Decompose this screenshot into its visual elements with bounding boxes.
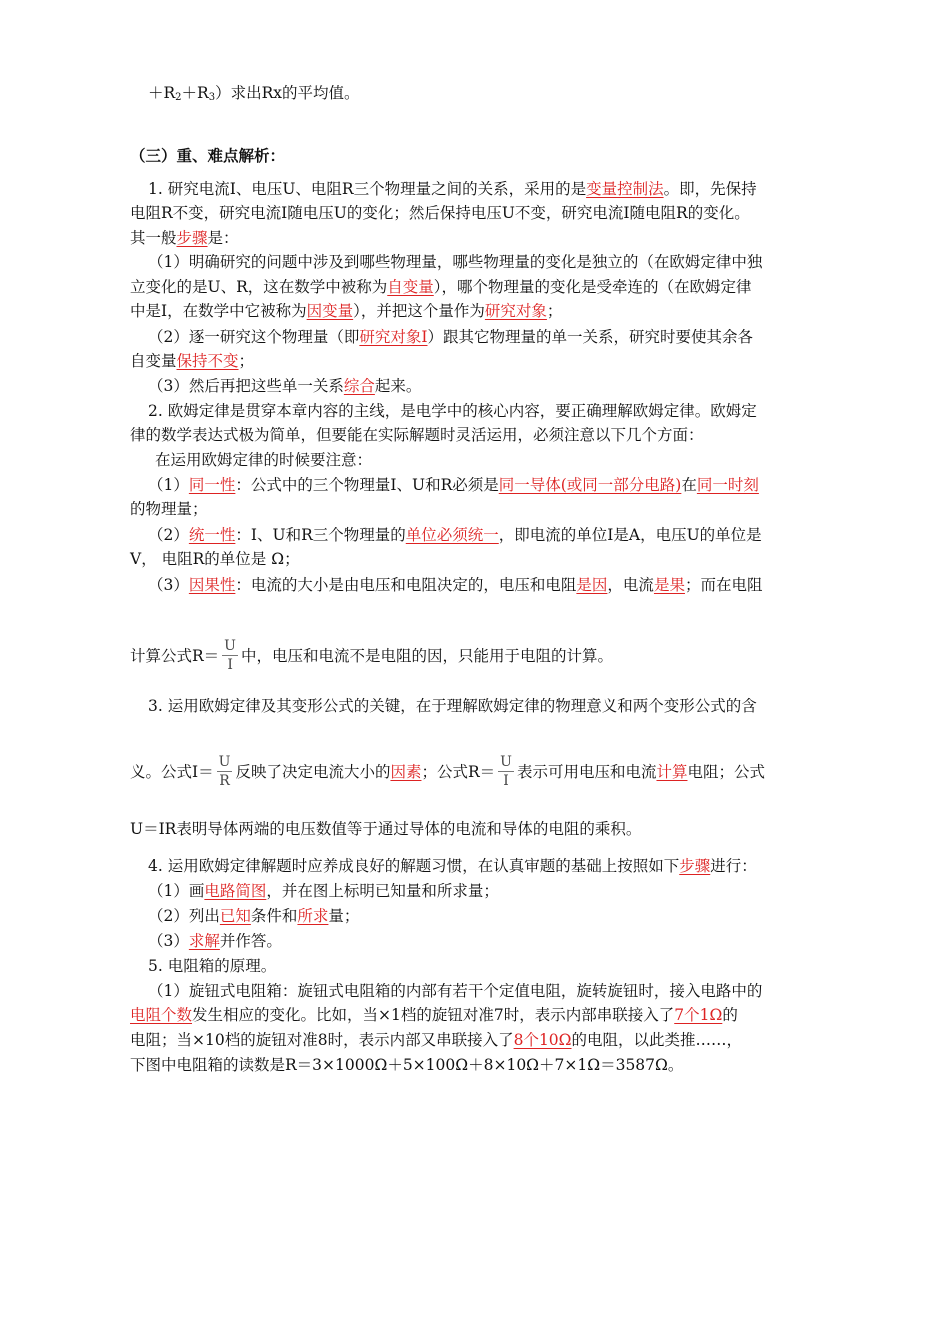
highlight: 因素 xyxy=(390,763,422,781)
highlight: 研究对象 xyxy=(484,302,547,320)
highlight: 因果性 xyxy=(188,576,236,594)
highlight: 电阻个数 xyxy=(130,1006,193,1024)
highlight: 电路简图 xyxy=(204,882,267,900)
fraction: $\frac{U}{I}$ xyxy=(500,753,512,789)
text-line: 立变化的是U、R，这在数学中被称为自变量），哪个物理量的变化是受牵连的（在欧姆定律 xyxy=(130,278,752,296)
text-line: （2）列出已知条件和所求量； xyxy=(148,907,360,925)
text-line: （3）然后再把这些单一关系综合起来。 xyxy=(148,377,422,395)
highlight: 已知 xyxy=(219,907,251,925)
text-line: 电阻个数发生相应的变化。比如，当×1档的旋钮对准7时，表示内部串联接入了7个1Ω的 xyxy=(130,1006,738,1024)
text-line: 1. 研究电流I、电压U、电阻R三个物理量之间的关系，采用的是变量控制法。即，先保持 xyxy=(148,180,757,198)
text-line: U＝IR表明导体两端的电压数值等于通过导体的电流和导体的电阻的乘积。 xyxy=(130,820,642,838)
text-line: 律的数学表达式极为简单，但要能在实际解题时灵活运用，必须注意以下几个方面： xyxy=(130,426,704,444)
highlight: 求解 xyxy=(188,932,220,950)
text-line: 2. 欧姆定律是贯穿本章内容的主线，是电学中的核心内容，要正确理解欧姆定律。欧姆定 xyxy=(148,402,757,420)
text-line: 其一般步骤是： xyxy=(130,229,239,247)
text-line: （1）画电路简图，并在图上标明已知量和所求量； xyxy=(148,882,499,900)
highlight: 步骤 xyxy=(679,857,711,875)
text-line: （3）求解并作答。 xyxy=(148,932,282,950)
highlight: 7个1Ω xyxy=(674,1006,723,1024)
text-line: V， 电阻R的单位是 Ω； xyxy=(130,550,300,568)
highlight: 同一性 xyxy=(188,476,236,494)
text-line: 中是I，在数学中它被称为因变量），并把这个量作为研究对象； xyxy=(130,302,563,320)
highlight: 统一性 xyxy=(188,526,236,544)
formula-line: 计算公式R＝ $\frac{U}{I}$ 中，电压和电流不是电阻的因，只能用于电阻的计算。 xyxy=(130,637,613,673)
fraction: $\frac{U}{I}$ xyxy=(224,637,236,673)
highlight: 同一导体(或同一部分电路) xyxy=(498,476,682,494)
section-heading: （三）重、难点解析： xyxy=(130,146,286,165)
highlight: 计算 xyxy=(656,763,688,781)
highlight: 同一时刻 xyxy=(696,476,759,494)
formula-line: 义。公式I＝ $\frac{U}{R}$ 反映了决定电流大小的因素；公式R＝ $\frac{U}{I}$ 表示可用电压和电流计算电阻；公式 xyxy=(130,753,765,789)
fraction: $\frac{U}{R}$ xyxy=(218,753,231,789)
text-line: 电阻；当×10档的旋钮对准8时，表示内部又串联接入了8个10Ω的电阻，以此类推……， xyxy=(130,1031,743,1049)
text-line: （1）旋钮式电阻箱：旋钮式电阻箱的内部有若干个定值电阻，旋转旋钮时，接入电路中的 xyxy=(148,982,763,1000)
text-line: 自变量保持不变； xyxy=(130,352,255,370)
text-line: （1）同一性：公式中的三个物理量I、U和R必须是同一导体(或同一部分电路)在同一时刻 xyxy=(148,476,759,494)
highlight: 单位必须统一 xyxy=(405,526,499,544)
highlight: 变量控制法 xyxy=(586,180,664,198)
highlight: 自变量 xyxy=(387,278,434,296)
highlight: 是果 xyxy=(653,576,685,594)
text-line: 电阻R不变，研究电流I随电压U的变化；然后保持电压U不变，研究电流I随电阻R的变化。 xyxy=(130,204,750,222)
highlight: 所求 xyxy=(297,907,329,925)
text-line: （2）统一性：I、U和R三个物理量的单位必须统一，即电流的单位I是A，电压U的单位是 xyxy=(148,526,762,544)
text-line: 3. 运用欧姆定律及其变形公式的关键，在于理解欧姆定律的物理意义和两个变形公式的含 xyxy=(148,697,757,715)
highlight: 步骤 xyxy=(176,229,208,247)
text-line: $+R_2+R_3$）求出Rx的平均值。 xyxy=(148,84,360,103)
text-line: （2）逐一研究这个物理量（即研究对象I）跟其它物理量的单一关系，研究时要使其余各 xyxy=(148,328,754,346)
text-line: （1）明确研究的问题中涉及到哪些物理量，哪些物理量的变化是独立的（在欧姆定律中独 xyxy=(148,253,763,271)
text-line: 在运用欧姆定律的时候要注意： xyxy=(155,451,373,469)
text-line: （3）因果性：电流的大小是由电压和电阻决定的，电压和电阻是因，电流是果；而在电阻 xyxy=(148,576,763,594)
highlight: 综合 xyxy=(343,377,375,395)
text-line: 下图中电阻箱的读数是R＝3×1000Ω＋5×100Ω＋8×10Ω＋7×1Ω＝3587Ω。 xyxy=(130,1056,684,1074)
highlight: 8个10Ω xyxy=(513,1031,572,1049)
text-line: 5. 电阻箱的原理。 xyxy=(148,957,277,975)
highlight: 是因 xyxy=(576,576,608,594)
text-line: 4. 运用欧姆定律解题时应养成良好的解题习惯，在认真审题的基础上按照如下步骤进行： xyxy=(148,857,757,875)
highlight: 研究对象I xyxy=(359,328,428,346)
highlight: 保持不变 xyxy=(176,352,239,370)
highlight: 因变量 xyxy=(306,302,354,320)
text-line: 的物理量； xyxy=(130,500,208,518)
